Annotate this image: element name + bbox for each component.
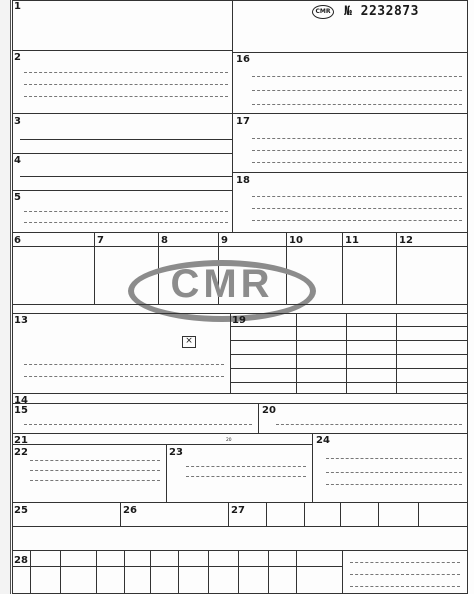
field-14-bottom bbox=[12, 403, 468, 404]
field-22-number: 22 bbox=[14, 447, 28, 458]
col-divider bbox=[342, 232, 343, 304]
col-divider bbox=[312, 433, 313, 502]
center-divider-top bbox=[232, 0, 233, 232]
line bbox=[252, 150, 462, 151]
col-divider bbox=[94, 232, 95, 304]
field-13-bottom bbox=[12, 393, 468, 394]
field-10-number: 10 bbox=[289, 235, 303, 246]
cmr-watermark-text: CMR bbox=[170, 262, 274, 306]
col-divider bbox=[378, 502, 379, 526]
col-divider bbox=[238, 550, 239, 594]
field-18-number: 18 bbox=[236, 175, 250, 186]
line bbox=[24, 424, 252, 425]
col-divider bbox=[418, 502, 419, 526]
col-divider bbox=[268, 550, 269, 594]
field-21-mid: 20 bbox=[226, 438, 232, 443]
line bbox=[252, 90, 462, 91]
number-value: 2232873 bbox=[360, 4, 419, 19]
line bbox=[326, 484, 462, 485]
col-divider bbox=[178, 550, 179, 594]
field-13-number: 13 bbox=[14, 315, 28, 326]
col-divider bbox=[396, 232, 397, 304]
line bbox=[30, 470, 160, 471]
col-divider bbox=[296, 550, 297, 594]
field-28-top bbox=[12, 550, 468, 551]
totals-row-bottom bbox=[12, 313, 468, 314]
col-divider bbox=[120, 502, 121, 526]
goods-bottom bbox=[12, 304, 468, 305]
field-4-number: 4 bbox=[14, 155, 21, 166]
col-divider bbox=[304, 502, 305, 526]
col-divider bbox=[228, 502, 229, 526]
col-divider bbox=[346, 313, 347, 393]
line bbox=[24, 211, 228, 212]
col-divider bbox=[30, 550, 31, 594]
line bbox=[24, 84, 228, 85]
document-number bbox=[344, 4, 419, 19]
field-20-number: 20 bbox=[262, 405, 276, 416]
line bbox=[24, 222, 228, 223]
field-15-bottom bbox=[12, 433, 468, 434]
field-25-bottom bbox=[12, 526, 468, 527]
col-divider bbox=[208, 550, 209, 594]
col-divider bbox=[342, 550, 343, 594]
field-16-number: 16 bbox=[236, 54, 250, 65]
number-prefix: № bbox=[344, 4, 353, 19]
col-divider bbox=[124, 550, 125, 594]
line bbox=[230, 340, 468, 341]
field-15-number: 15 bbox=[14, 405, 28, 416]
field-4-line bbox=[20, 176, 232, 177]
field-1-bottom bbox=[12, 50, 232, 51]
line bbox=[252, 220, 462, 221]
field-6-number: 6 bbox=[14, 235, 21, 246]
field-2-bottom bbox=[12, 113, 232, 114]
field-19-number: 19 bbox=[232, 315, 246, 326]
line bbox=[30, 480, 160, 481]
line bbox=[350, 574, 460, 575]
left-binding-edge bbox=[0, 0, 11, 594]
line bbox=[326, 472, 462, 473]
field-3-number: 3 bbox=[14, 116, 21, 127]
field-1-number: 1 bbox=[14, 1, 21, 12]
field-7-number: 7 bbox=[97, 235, 104, 246]
field-17-number: 17 bbox=[236, 116, 250, 127]
checkbox-cross: ⨯ bbox=[182, 336, 196, 348]
field-3-bottom bbox=[12, 153, 232, 154]
field-21-number: 21 bbox=[14, 435, 28, 446]
line bbox=[230, 368, 468, 369]
col-divider bbox=[340, 502, 341, 526]
line bbox=[186, 466, 306, 467]
col-divider bbox=[60, 550, 61, 594]
field-28-number: 28 bbox=[14, 555, 28, 566]
line bbox=[24, 364, 224, 365]
field-3-line bbox=[20, 139, 232, 140]
col-divider bbox=[166, 444, 167, 502]
field-11-number: 11 bbox=[345, 235, 359, 246]
line bbox=[350, 562, 460, 563]
col-divider bbox=[258, 403, 259, 433]
line bbox=[252, 104, 462, 105]
goods-header-top bbox=[12, 232, 468, 233]
line bbox=[252, 196, 462, 197]
field-5-number: 5 bbox=[14, 192, 21, 203]
line bbox=[24, 376, 224, 377]
field-27-number: 27 bbox=[231, 505, 245, 516]
field-21-bottom bbox=[12, 444, 312, 445]
line bbox=[252, 208, 462, 209]
field-16-bottom bbox=[232, 113, 468, 114]
line bbox=[186, 476, 306, 477]
line bbox=[12, 566, 342, 567]
col-divider bbox=[296, 313, 297, 393]
cmr-small-logo: CMR bbox=[312, 5, 334, 19]
col-divider bbox=[266, 502, 267, 526]
signature-row-bottom bbox=[12, 502, 468, 503]
field-12-number: 12 bbox=[399, 235, 413, 246]
field-16-top bbox=[232, 52, 468, 53]
line bbox=[230, 382, 468, 383]
line bbox=[230, 326, 468, 327]
col-divider bbox=[96, 550, 97, 594]
field-9-number: 9 bbox=[221, 235, 228, 246]
field-2-number: 2 bbox=[14, 52, 21, 63]
field-19-left bbox=[230, 313, 231, 393]
field-26-number: 26 bbox=[123, 505, 137, 516]
line bbox=[326, 458, 462, 459]
line bbox=[252, 162, 462, 163]
field-17-bottom bbox=[232, 172, 468, 173]
field-23-number: 23 bbox=[169, 447, 183, 458]
col-divider bbox=[150, 550, 151, 594]
line bbox=[230, 354, 468, 355]
field-8-number: 8 bbox=[161, 235, 168, 246]
line bbox=[24, 72, 228, 73]
line bbox=[30, 460, 160, 461]
col-divider bbox=[396, 313, 397, 393]
line bbox=[350, 586, 460, 587]
line bbox=[24, 96, 228, 97]
field-4-bottom bbox=[12, 190, 232, 191]
goods-header-bottom bbox=[12, 246, 468, 247]
field-25-number: 25 bbox=[14, 505, 28, 516]
line bbox=[252, 138, 462, 139]
field-14-number: 14 bbox=[14, 395, 28, 406]
field-24-number: 24 bbox=[316, 435, 330, 446]
line bbox=[276, 424, 462, 425]
line bbox=[252, 76, 462, 77]
